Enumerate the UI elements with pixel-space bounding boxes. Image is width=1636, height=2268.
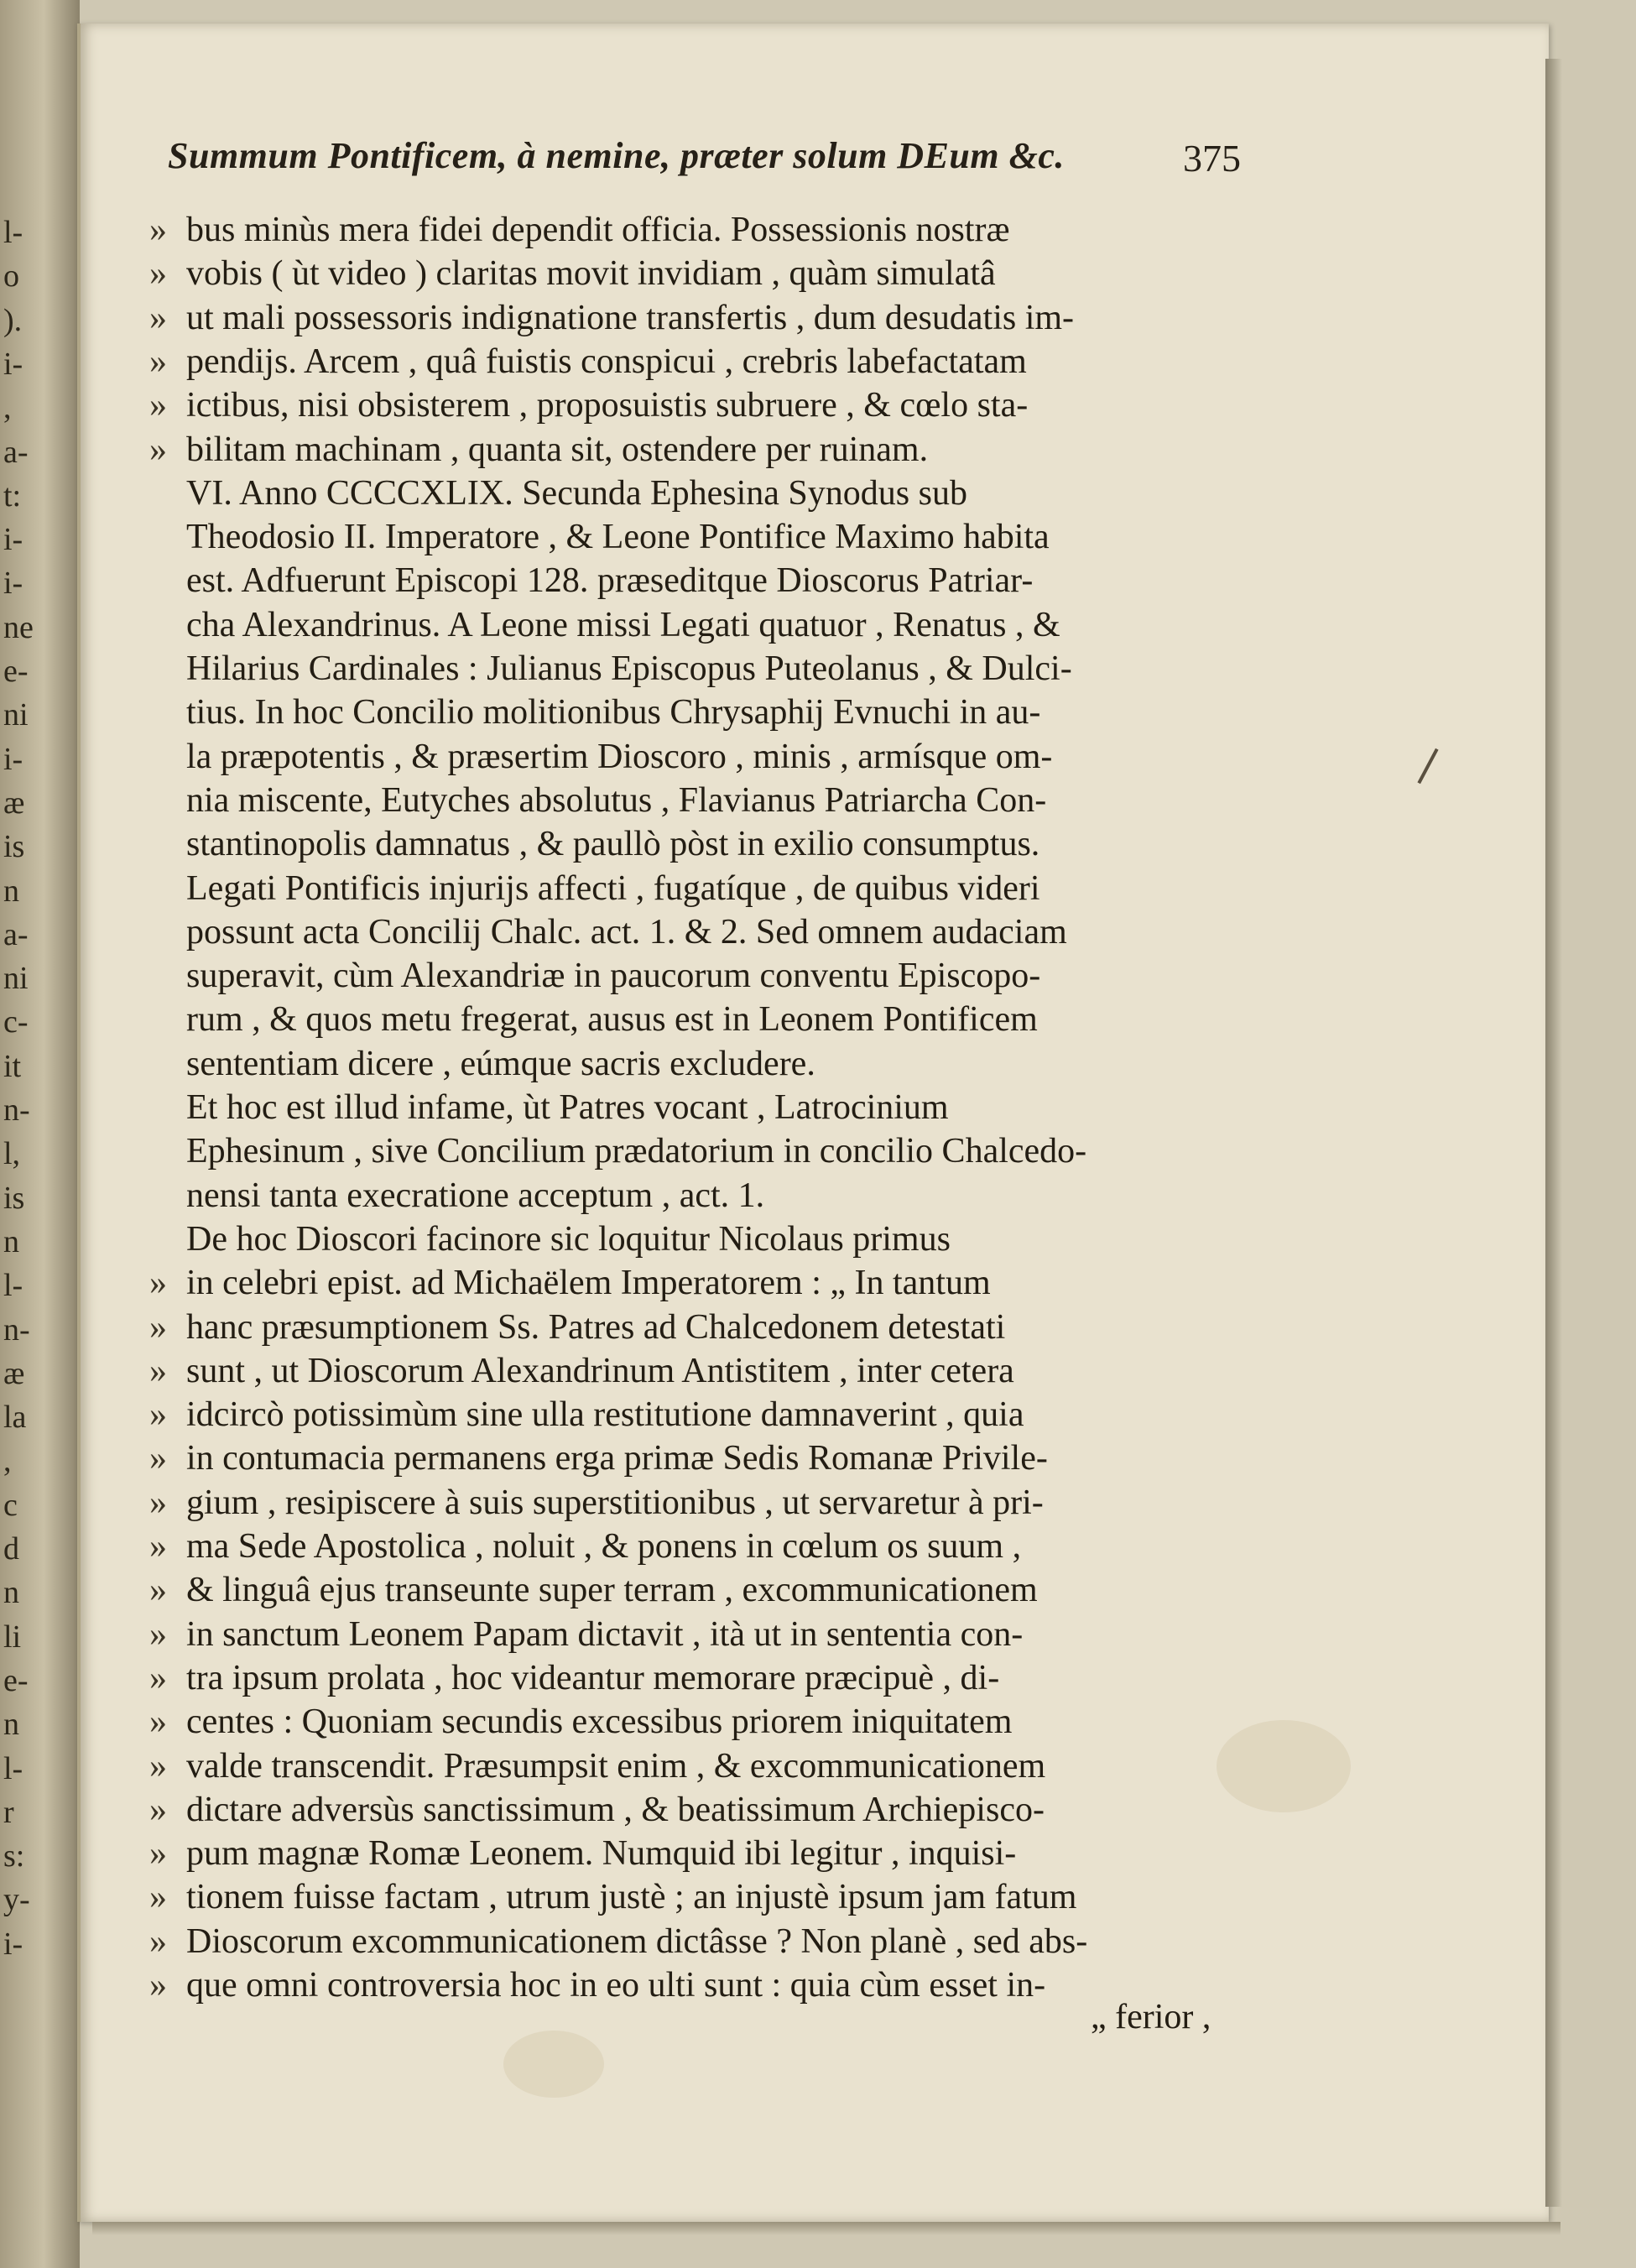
line-text: tius. In hoc Concilio molitionibus Chrysaphij Evnuchi in au- <box>186 693 1041 733</box>
quote-mark: » <box>149 342 167 381</box>
line-text: gium , resipiscere à suis superstitionibus , ut servaretur à pri- <box>186 1483 1044 1522</box>
line-text: nensi tanta execratione acceptum , act. 1. <box>186 1176 765 1215</box>
quote-mark: » <box>149 1439 167 1478</box>
text-line <box>149 1525 1021 1568</box>
text-line <box>149 910 1067 954</box>
line-text: idcircò potissimùm sine ulla restitutione damnaverint , quia <box>186 1395 1024 1435</box>
text-line <box>149 1393 1024 1436</box>
line-text: possunt acta Concilij Chalc. act. 1. & 2. Sed omnem audaciam <box>186 912 1067 952</box>
left-page-fragment: l- <box>3 1268 23 1304</box>
left-page-fragment: n- <box>3 1311 30 1348</box>
quote-mark: » <box>149 254 167 294</box>
line-text: tionem fuisse factam , utrum justè ; an injustè ipsum jam fatum <box>186 1878 1077 1917</box>
left-page-fragment: æ <box>3 1355 25 1391</box>
text-line <box>149 603 1060 647</box>
left-page-fragment: n- <box>3 1092 30 1128</box>
left-page-fragment: e- <box>3 1662 29 1698</box>
left-page-fragment: l- <box>3 215 23 250</box>
line-text: nia miscente, Eutyches absolutus , Flavianus Patriarcha Con- <box>186 780 1047 820</box>
line-text: valde transcendit. Præsumpsit enim , & excommunicationem <box>186 1746 1046 1786</box>
text-line <box>149 1963 1045 2007</box>
quote-mark: » <box>149 1264 167 1303</box>
line-text: ictibus, nisi obsisterem , proposuistis subruere , & cœlo sta- <box>186 386 1029 425</box>
left-page-fragment: a- <box>3 434 29 470</box>
quote-mark: » <box>149 1921 167 1961</box>
line-text: stantinopolis damnatus , & paullò pòst in exilio consumptus. <box>186 825 1040 864</box>
left-page-fragment: i- <box>3 741 23 777</box>
text-line <box>149 1788 1045 1832</box>
line-text: la præpotentis , & præsertim Dioscoro , minis , armísque om- <box>186 737 1053 776</box>
left-page-fragment: n <box>3 873 19 909</box>
quote-mark: » <box>149 430 167 469</box>
left-page-fragment: n <box>3 1575 19 1611</box>
line-text: pendijs. Arcem , quâ fuistis conspicui , crebris labefactatam <box>186 342 1027 381</box>
line-text: in contumacia permanens erga primæ Sedis Romanæ Privile- <box>186 1439 1048 1478</box>
line-text: Hilarius Cardinales : Julianus Episcopus Puteolanus , & Dulci- <box>186 649 1072 688</box>
line-text: ut mali possessoris indignatione transfertis , dum desudatis im- <box>186 298 1075 337</box>
text-line <box>149 515 1050 559</box>
left-page-fragment: e- <box>3 654 29 689</box>
text-line <box>149 691 1040 734</box>
left-page-fragment: ni <box>3 961 29 997</box>
text-line <box>149 340 1027 383</box>
quote-mark: » <box>149 1746 167 1786</box>
line-text: sunt , ut Dioscorum Alexandrinum Antistitem , inter cetera <box>186 1351 1014 1390</box>
text-line <box>149 1832 1016 1875</box>
text-line <box>149 998 1038 1041</box>
line-text: Theodosio II. Imperatore , & Leone Pontifice Maximo habita <box>186 518 1050 557</box>
line-text: Dioscorum excommunicationem dictâsse ? Non planè , sed abs- <box>186 1921 1088 1961</box>
left-page-fragment: l, <box>3 1136 21 1172</box>
text-line <box>149 1875 1076 1919</box>
left-page-edge <box>0 0 80 2268</box>
left-page-fragment: i- <box>3 522 23 558</box>
text-line <box>149 1436 1048 1480</box>
text-line <box>149 954 1040 998</box>
text-line <box>149 1920 1087 1963</box>
line-text: est. Adfuerunt Episcopi 128. præseditque Dioscorus Patriar- <box>186 561 1034 601</box>
left-page-fragment: n <box>3 1223 19 1259</box>
left-page-fragment: c- <box>3 1004 29 1040</box>
line-text: bus minùs mera fidei dependit officia. Possessionis nostræ <box>186 211 1010 249</box>
left-page-fragment: d <box>3 1531 19 1567</box>
quote-mark: » <box>149 1790 167 1829</box>
line-text: rum , & quos metu fregerat, ausus est in Leonem Pontificem <box>186 1000 1038 1040</box>
text-line <box>149 1613 1023 1656</box>
left-page-fragment: ne <box>3 609 34 645</box>
line-text: hanc præsumptionem Ss. Patres ad Chalcedonem detestati <box>186 1307 1006 1347</box>
text-line <box>149 1744 1045 1788</box>
left-page-fragment: ). <box>3 302 23 338</box>
left-page-fragment: , <box>3 1443 12 1479</box>
line-text: sententiam dicere , eúmque sacris excludere. <box>186 1044 815 1083</box>
left-page-fragment: y- <box>3 1882 30 1918</box>
text-line <box>149 822 1039 866</box>
page-bottom-shadow <box>92 2222 1560 2235</box>
line-text: superavit, cùm Alexandriæ in paucorum conventu Episcopo- <box>186 957 1041 996</box>
line-text: bilitam machinam , quanta sit, ostendere per ruinam. <box>186 430 929 469</box>
quote-mark: » <box>149 298 167 337</box>
quote-mark: » <box>149 1351 167 1390</box>
line-text: De hoc Dioscori facinore sic loquitur Nicolaus primus <box>186 1219 951 1259</box>
quote-mark: » <box>149 1483 167 1522</box>
left-page-fragment: r <box>3 1794 14 1830</box>
line-text: que omni controversia hoc in eo ulti sunt : quia cùm esset in- <box>186 1966 1046 2005</box>
left-page-fragment: a- <box>3 916 29 952</box>
page-edge-shadow <box>1545 59 1562 2207</box>
left-page-fragment: t: <box>3 477 22 514</box>
left-page-fragment: o <box>3 258 19 295</box>
text-line <box>149 1700 1012 1744</box>
quote-mark: » <box>149 1966 167 2005</box>
line-text: Ephesinum , sive Concilium prædatorium in concilio Chalcedo- <box>186 1132 1087 1171</box>
left-page-fragment: la <box>3 1400 27 1436</box>
text-line <box>149 1174 764 1217</box>
left-page-fragment: s: <box>3 1838 25 1874</box>
quote-mark: » <box>149 1527 167 1566</box>
quote-mark: » <box>149 1878 167 1917</box>
text-line <box>149 1129 1086 1173</box>
left-page-fragment: i- <box>3 1926 23 1962</box>
text-line <box>149 1261 991 1305</box>
text-line <box>149 1217 951 1261</box>
text-line <box>149 1349 1014 1393</box>
text-line <box>149 1656 999 1700</box>
line-text: centes : Quoniam secundis excessibus priorem iniquitatem <box>186 1702 1013 1742</box>
text-line <box>149 735 1052 779</box>
line-text: in sanctum Leonem Papam dictavit , ità ut in sententia con- <box>186 1614 1024 1654</box>
line-text: pum magnæ Romæ Leonem. Numquid ibi legitur , inquisi- <box>186 1834 1017 1874</box>
left-page-fragment: ni <box>3 697 29 733</box>
quote-mark: » <box>149 1395 167 1435</box>
quote-mark: » <box>149 1702 167 1742</box>
left-page-fragment: n <box>3 1707 19 1743</box>
text-line <box>149 1568 1038 1612</box>
quote-mark: » <box>149 1571 167 1610</box>
text-line <box>149 779 1046 822</box>
text-line <box>149 472 967 515</box>
line-text: ma Sede Apostolica , noluit , & ponens in cœlum os suum , <box>186 1527 1022 1566</box>
line-text: vobis ( ùt video ) claritas movit invidiam , quàm simulatâ <box>186 254 996 294</box>
text-line <box>149 647 1072 691</box>
foxing-stain <box>503 2031 604 2098</box>
left-page-fragment: li <box>3 1619 22 1655</box>
line-text: & linguâ ejus transeunte super terram , excommunicationem <box>186 1571 1038 1610</box>
text-line <box>149 252 996 295</box>
quote-mark: » <box>149 386 167 425</box>
page-number: 375 <box>1183 137 1241 180</box>
line-text: cha Alexandrinus. A Leone missi Legati quatuor , Renatus , & <box>186 605 1060 644</box>
text-line <box>149 208 1009 252</box>
text-line <box>149 296 1074 340</box>
text-line <box>149 383 1028 427</box>
quote-mark: » <box>149 1658 167 1697</box>
left-page-fragment: c <box>3 1487 18 1523</box>
text-line <box>149 1306 1005 1349</box>
text-line <box>149 1042 815 1086</box>
line-text: tra ipsum prolata , hoc videantur memorare præcipuè , di- <box>186 1658 1000 1697</box>
line-text: dictare adversùs sanctissimum , & beatissimum Archiepisco- <box>186 1790 1045 1829</box>
left-page-fragment: æ <box>3 785 25 821</box>
line-text: VI. Anno CCCCXLIX. Secunda Ephesina Synodus sub <box>186 473 967 513</box>
left-page-fragment: it <box>3 1048 22 1084</box>
text-line <box>149 428 928 472</box>
running-title: Summum Pontificem, à nemine, præter solum DEum &c. <box>168 135 1065 176</box>
quote-mark: » <box>149 1307 167 1347</box>
text-line <box>149 867 1040 910</box>
quote-mark: » <box>149 211 167 249</box>
line-text: Legati Pontificis injurijs affecti , fugatíque , de quibus videri <box>186 868 1040 908</box>
catchword: „ ferior , <box>1091 1998 1211 2036</box>
line-text: in celebri epist. ad Michaëlem Imperatorem : „ In tantum <box>186 1264 991 1303</box>
text-line <box>149 559 1033 602</box>
left-page-fragment: is <box>3 1180 25 1216</box>
left-page-fragment: , <box>3 390 12 426</box>
line-text: Et hoc est illud infame, ùt Patres vocant , Latrocinium <box>186 1088 949 1127</box>
left-page-fragment: l- <box>3 1750 23 1786</box>
text-line <box>149 1481 1044 1525</box>
text-line <box>149 1086 949 1129</box>
left-page-fragment: i- <box>3 346 23 382</box>
left-page-fragment: is <box>3 829 25 865</box>
quote-mark: » <box>149 1614 167 1654</box>
left-page-fragment: i- <box>3 566 23 602</box>
foxing-stain <box>1217 1720 1351 1812</box>
quote-mark: » <box>149 1834 167 1874</box>
